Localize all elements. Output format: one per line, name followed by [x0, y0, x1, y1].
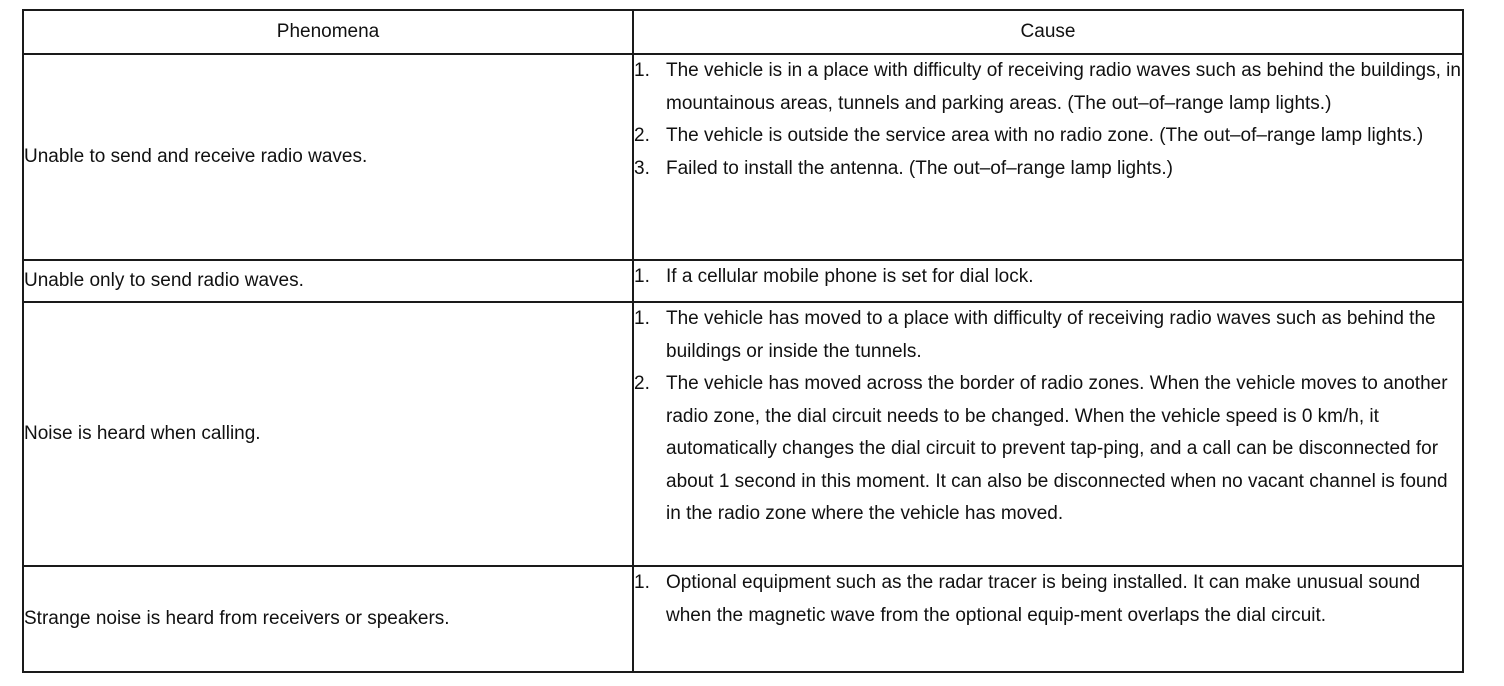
cause-text: The vehicle is outside the service area with no radio zone. (The out–of–range lamp lights.) — [666, 125, 1424, 146]
cause-item — [634, 303, 1462, 368]
cause-number: 2. — [634, 125, 650, 146]
cause-item — [634, 153, 1462, 186]
cause-item — [634, 567, 1462, 632]
table-row — [23, 566, 1463, 672]
cause-cell — [633, 566, 1463, 672]
cause-list — [634, 567, 1462, 632]
table-header-row — [23, 10, 1463, 54]
cause-text: Failed to install the antenna. (The out–of–range lamp lights.) — [666, 157, 1173, 179]
cause-cell — [633, 302, 1463, 566]
table-row — [23, 302, 1463, 566]
column-header-cause: Cause — [633, 10, 1463, 54]
cause-text: The vehicle has moved to a place with difficulty of receiving radio waves such as behind the buildings or inside the tunnels. — [666, 308, 1436, 362]
cause-cell — [633, 54, 1463, 260]
cause-number: 1. — [634, 60, 650, 81]
cause-number: 1. — [634, 572, 650, 593]
cause-item — [634, 120, 1462, 153]
cause-list — [634, 303, 1462, 531]
table-row — [23, 54, 1463, 260]
cause-number: 3. — [634, 157, 650, 179]
phenomenon-cell: Unable to send and receive radio waves. — [23, 54, 633, 260]
cause-number: 2. — [634, 373, 650, 394]
troubleshooting-table — [22, 9, 1464, 673]
cause-cell — [633, 260, 1463, 302]
cause-text: The vehicle is in a place with difficulty of receiving radio waves such as behind the buildings, in mountainous areas, tunnels and parking areas. (The out–of–range lamp lights.) — [666, 60, 1461, 114]
cause-list — [634, 55, 1462, 185]
phenomenon-cell: Unable only to send radio waves. — [23, 260, 633, 302]
cause-item — [634, 368, 1462, 531]
cause-list — [634, 261, 1462, 294]
phenomenon-cell: Strange noise is heard from receivers or speakers. — [23, 566, 633, 672]
cause-item — [634, 55, 1462, 120]
cause-item — [634, 261, 1462, 294]
column-header-phenomena: Phenomena — [23, 10, 633, 54]
cause-number: 1. — [634, 308, 650, 329]
table-row — [23, 260, 1463, 302]
cause-number: 1. — [634, 266, 650, 287]
cause-text: The vehicle has moved across the border of radio zones. When the vehicle moves to another radio zone, the dial circuit needs to be changed. When the vehicle speed is 0 km/h, it automatically changes the dial circuit to prevent tap-ping, and a call can be disconnected for about 1 second in this moment. It can also be disconnected when no vacant channel is found in the radio zone where the vehicle has moved. — [666, 373, 1448, 524]
phenomenon-cell: Noise is heard when calling. — [23, 302, 633, 566]
cause-text: Optional equipment such as the radar tracer is being installed. It can make unusual sound when the magnetic wave from the optional equip-ment overlaps the dial circuit. — [666, 572, 1421, 626]
cause-text: If a cellular mobile phone is set for dial lock. — [666, 266, 1034, 287]
